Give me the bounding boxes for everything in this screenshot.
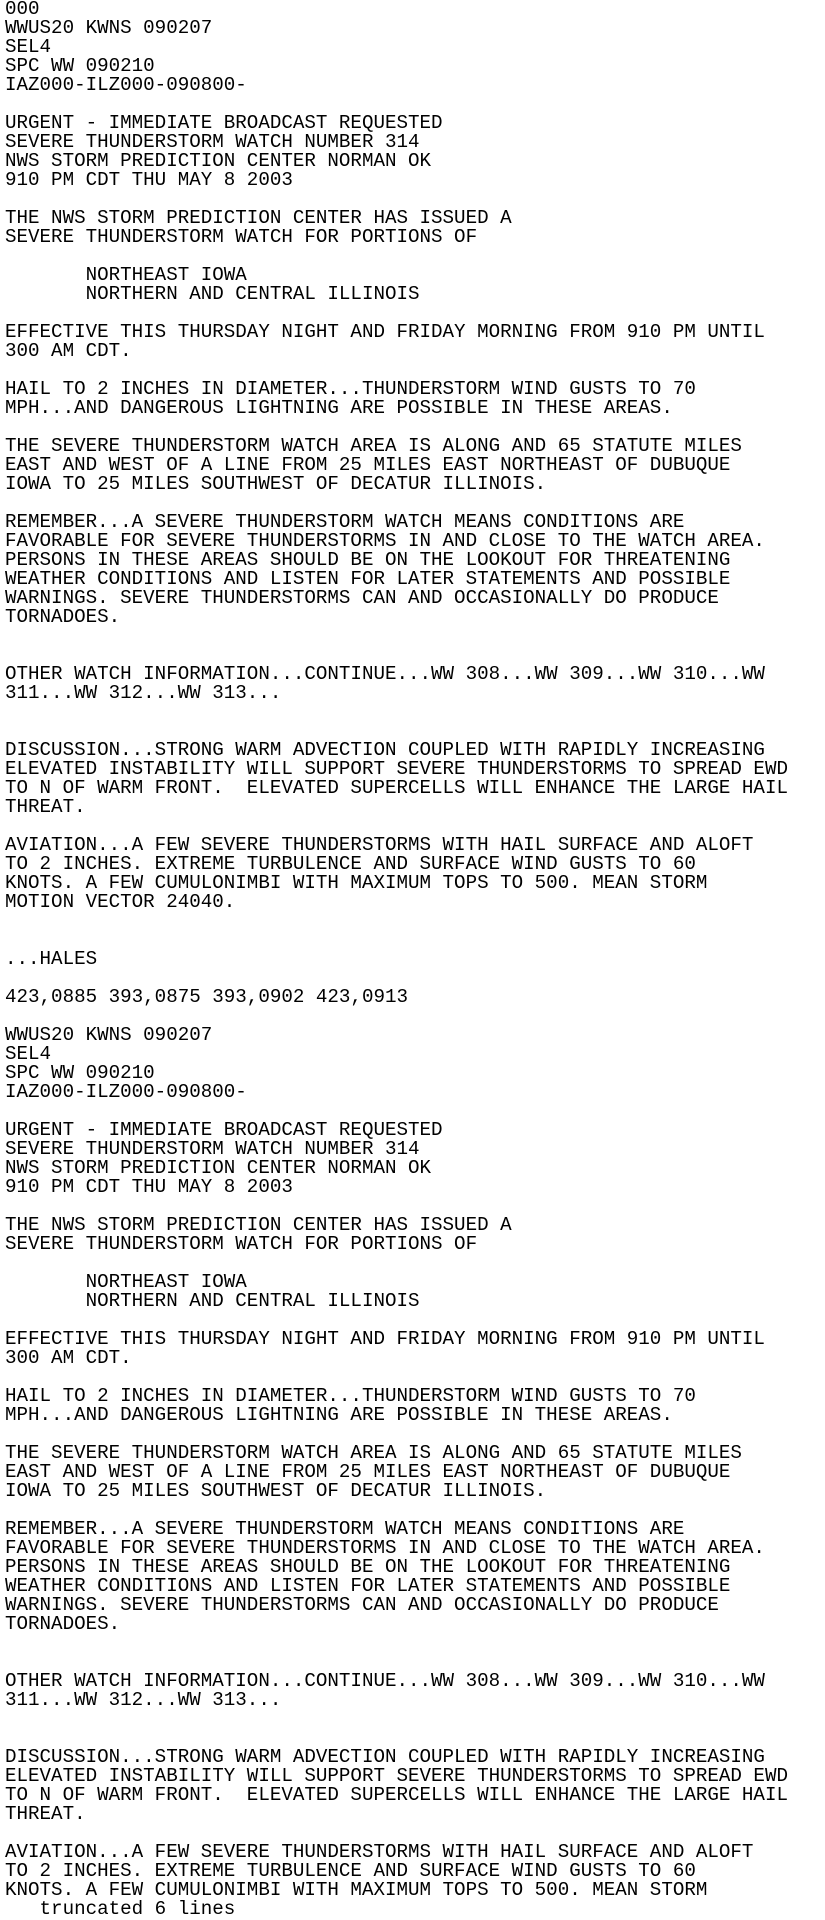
bulletin-line: WWUS20 KWNS 090207	[5, 17, 213, 39]
bulletin-line: EFFECTIVE THIS THURSDAY NIGHT AND FRIDAY MORNING FROM 910 PM UNTIL	[5, 1328, 765, 1350]
bulletin-line: WEATHER CONDITIONS AND LISTEN FOR LATER STATEMENTS AND POSSIBLE	[5, 568, 731, 590]
bulletin-line: THE NWS STORM PREDICTION CENTER HAS ISSUED A	[5, 1214, 512, 1236]
bulletin-line: URGENT - IMMEDIATE BROADCAST REQUESTED	[5, 112, 443, 134]
bulletin-line	[5, 1710, 820, 1729]
bulletin-line: THE SEVERE THUNDERSTORM WATCH AREA IS ALONG AND 65 STATUTE MILES	[5, 435, 742, 457]
bulletin-line: HAIL TO 2 INCHES IN DIAMETER...THUNDERSTORM WIND GUSTS TO 70	[5, 1385, 696, 1407]
bulletin-line	[5, 931, 820, 950]
bulletin-line: KNOTS. A FEW CUMULONIMBI WITH MAXIMUM TOPS TO 500. MEAN STORM	[5, 1879, 708, 1901]
bulletin-line: FAVORABLE FOR SEVERE THUNDERSTORMS IN AND CLOSE TO THE WATCH AREA.	[5, 1537, 765, 1559]
bulletin-line: 000	[5, 0, 40, 20]
bulletin-line: EFFECTIVE THIS THURSDAY NIGHT AND FRIDAY MORNING FROM 910 PM UNTIL	[5, 321, 765, 343]
bulletin-line: 311...WW 312...WW 313...	[5, 682, 282, 704]
bulletin-line: REMEMBER...A SEVERE THUNDERSTORM WATCH MEANS CONDITIONS ARE	[5, 1518, 685, 1540]
bulletin-line: WARNINGS. SEVERE THUNDERSTORMS CAN AND OCCASIONALLY DO PRODUCE	[5, 587, 719, 609]
bulletin-line: URGENT - IMMEDIATE BROADCAST REQUESTED	[5, 1119, 443, 1141]
bulletin-line: THREAT.	[5, 1803, 86, 1825]
bulletin-line: 311...WW 312...WW 313...	[5, 1689, 282, 1711]
bulletin-line: NORTHERN AND CENTRAL ILLINOIS	[5, 283, 420, 305]
bulletin-line: IAZ000-ILZ000-090800-	[5, 1081, 247, 1103]
truncation-notice: truncated 6 lines	[5, 1898, 236, 1920]
bulletin-line: 300 AM CDT.	[5, 1347, 132, 1369]
bulletin-line: IAZ000-ILZ000-090800-	[5, 74, 247, 96]
bulletin-line: SPC WW 090210	[5, 1062, 155, 1084]
bulletin-line: SPC WW 090210	[5, 55, 155, 77]
bulletin-line	[5, 912, 820, 931]
bulletin-line: PERSONS IN THESE AREAS SHOULD BE ON THE LOOKOUT FOR THREATENING	[5, 549, 731, 571]
bulletin-line: IOWA TO 25 MILES SOUTHWEST OF DECATUR ILLINOIS.	[5, 473, 547, 495]
bulletin-line: THE NWS STORM PREDICTION CENTER HAS ISSUED A	[5, 207, 512, 229]
bulletin-line: TO 2 INCHES. EXTREME TURBULENCE AND SURFACE WIND GUSTS TO 60	[5, 853, 696, 875]
bulletin-line: ELEVATED INSTABILITY WILL SUPPORT SEVERE THUNDERSTORMS TO SPREAD EWD	[5, 758, 788, 780]
bulletin-line: MPH...AND DANGEROUS LIGHTNING ARE POSSIBLE IN THESE AREAS.	[5, 397, 673, 419]
bulletin-line: TO N OF WARM FRONT. ELEVATED SUPERCELLS WILL ENHANCE THE LARGE HAIL	[5, 1784, 788, 1806]
bulletin-line: 910 PM CDT THU MAY 8 2003	[5, 1176, 293, 1198]
bulletin-line: SEL4	[5, 1043, 52, 1065]
bulletin-line	[5, 703, 820, 722]
bulletin-line: MPH...AND DANGEROUS LIGHTNING ARE POSSIBLE IN THESE AREAS.	[5, 1404, 673, 1426]
bulletin-line: SEVERE THUNDERSTORM WATCH FOR PORTIONS OF	[5, 1233, 478, 1255]
bulletin-line: PERSONS IN THESE AREAS SHOULD BE ON THE LOOKOUT FOR THREATENING	[5, 1556, 731, 1578]
bulletin-line: TORNADOES.	[5, 606, 121, 628]
bulletin-line: KNOTS. A FEW CUMULONIMBI WITH MAXIMUM TOPS TO 500. MEAN STORM	[5, 872, 708, 894]
bulletin-line	[5, 627, 820, 646]
bulletin-line: AVIATION...A FEW SEVERE THUNDERSTORMS WITH HAIL SURFACE AND ALOFT	[5, 834, 754, 856]
bulletin-line: WARNINGS. SEVERE THUNDERSTORMS CAN AND OCCASIONALLY DO PRODUCE	[5, 1594, 719, 1616]
bulletin-line: OTHER WATCH INFORMATION...CONTINUE...WW 308...WW 309...WW 310...WW	[5, 663, 765, 685]
bulletin-line: ELEVATED INSTABILITY WILL SUPPORT SEVERE THUNDERSTORMS TO SPREAD EWD	[5, 1765, 788, 1787]
bulletin-line: NWS STORM PREDICTION CENTER NORMAN OK	[5, 1157, 432, 1179]
bulletin-lines	[5, 0, 820, 1900]
bulletin-line: IOWA TO 25 MILES SOUTHWEST OF DECATUR ILLINOIS.	[5, 1480, 547, 1502]
bulletin-line: EAST AND WEST OF A LINE FROM 25 MILES EAST NORTHEAST OF DUBUQUE	[5, 1461, 731, 1483]
bulletin-line: REMEMBER...A SEVERE THUNDERSTORM WATCH MEANS CONDITIONS ARE	[5, 511, 685, 533]
bulletin-line: NORTHEAST IOWA	[5, 264, 247, 286]
bulletin-line: WWUS20 KWNS 090207	[5, 1024, 213, 1046]
bulletin-line: SEL4	[5, 36, 52, 58]
bulletin-line: OTHER WATCH INFORMATION...CONTINUE...WW 308...WW 309...WW 310...WW	[5, 1670, 765, 1692]
bulletin-line: THREAT.	[5, 796, 86, 818]
bulletin-line: SEVERE THUNDERSTORM WATCH NUMBER 314	[5, 1138, 420, 1160]
bulletin-line: TO N OF WARM FRONT. ELEVATED SUPERCELLS WILL ENHANCE THE LARGE HAIL	[5, 777, 788, 799]
bulletin-line: 910 PM CDT THU MAY 8 2003	[5, 169, 293, 191]
bulletin-line: AVIATION...A FEW SEVERE THUNDERSTORMS WITH HAIL SURFACE AND ALOFT	[5, 1841, 754, 1863]
bulletin-line: DISCUSSION...STRONG WARM ADVECTION COUPLED WITH RAPIDLY INCREASING	[5, 1746, 765, 1768]
bulletin-line: NORTHERN AND CENTRAL ILLINOIS	[5, 1290, 420, 1312]
bulletin-line: THE SEVERE THUNDERSTORM WATCH AREA IS ALONG AND 65 STATUTE MILES	[5, 1442, 742, 1464]
bulletin-line: WEATHER CONDITIONS AND LISTEN FOR LATER STATEMENTS AND POSSIBLE	[5, 1575, 731, 1597]
bulletin-line: FAVORABLE FOR SEVERE THUNDERSTORMS IN AND CLOSE TO THE WATCH AREA.	[5, 530, 765, 552]
bulletin-line	[5, 1634, 820, 1653]
bulletin-line: 300 AM CDT.	[5, 340, 132, 362]
bulletin-line: EAST AND WEST OF A LINE FROM 25 MILES EAST NORTHEAST OF DUBUQUE	[5, 454, 731, 476]
bulletin-line: DISCUSSION...STRONG WARM ADVECTION COUPLED WITH RAPIDLY INCREASING	[5, 739, 765, 761]
bulletin-line: 423,0885 393,0875 393,0902 423,0913	[5, 986, 409, 1008]
bulletin-line: TO 2 INCHES. EXTREME TURBULENCE AND SURFACE WIND GUSTS TO 60	[5, 1860, 696, 1882]
bulletin-line: MOTION VECTOR 24040.	[5, 891, 236, 913]
bulletin-line: SEVERE THUNDERSTORM WATCH NUMBER 314	[5, 131, 420, 153]
bulletin-line: TORNADOES.	[5, 1613, 121, 1635]
bulletin-line: HAIL TO 2 INCHES IN DIAMETER...THUNDERSTORM WIND GUSTS TO 70	[5, 378, 696, 400]
bulletin-line: ...HALES	[5, 948, 98, 970]
bulletin-line: NORTHEAST IOWA	[5, 1271, 247, 1293]
bulletin-line: NWS STORM PREDICTION CENTER NORMAN OK	[5, 150, 432, 172]
bulletin-line: SEVERE THUNDERSTORM WATCH FOR PORTIONS OF	[5, 226, 478, 248]
